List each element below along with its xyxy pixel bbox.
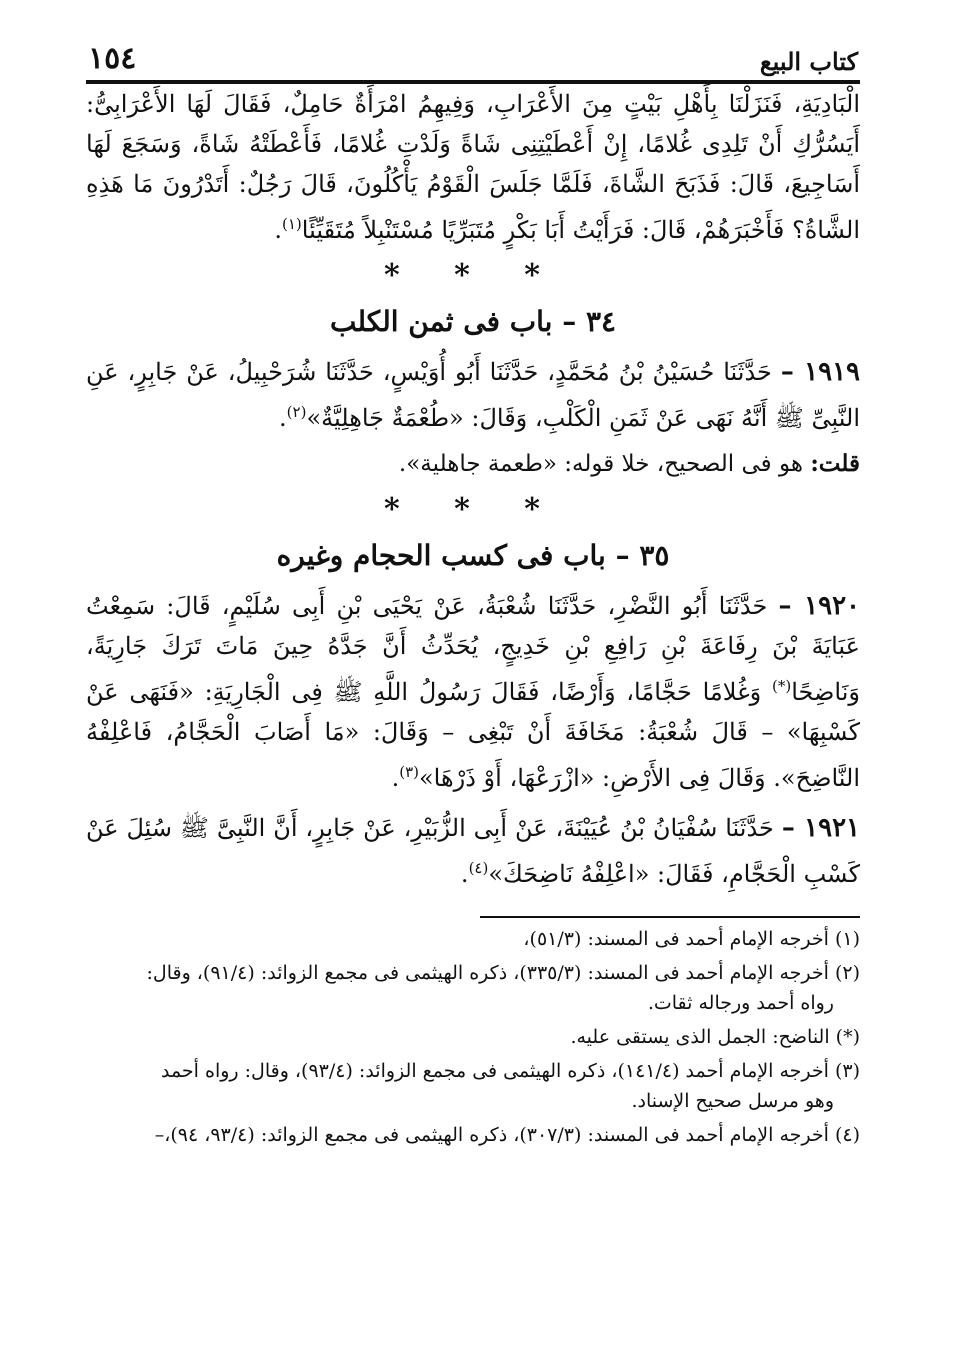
footnote-2	[86, 958, 860, 1018]
footnote-ref-3: (٣)	[399, 763, 419, 781]
section-title-34: ٣٤ – باب فى ثمن الكلب	[329, 305, 617, 338]
footnote-continuation: وهو مرسل صحيح الإسناد.	[631, 1090, 834, 1112]
hadith-number-1919: ١٩١٩ –	[780, 357, 861, 387]
footnote-3	[86, 1056, 860, 1116]
footnote-ref-1: (١)	[281, 215, 302, 233]
footnote-text: (٢) أخرجه الإمام أحمد فى المسند: (٣٣٥/٣)، ذكره الهيثمى فى مجمع الزوائد: (٩١/٤)، وقال:	[146, 962, 860, 984]
hadith-1921: ١٩٢١ – حَدَّثَنَا سُفْيَانُ بْنُ عُيَيْنَةَ، عَنْ أَبِى الزُّبَيْرِ، عَنْ جَابِرٍ، أَنَّ النَّبِىَّ ﷺ سُئِلَ عَنْ كَسْبِ الْحَجَّامِ، فَقَالَ: «اعْلِفْهُ نَاضِحَكَ»$^{(٤)}$.	[86, 813, 861, 888]
hadith-1919: ١٩١٩ – حَدَّثَنَا حُسَيْنُ بْنُ مُحَمَّدٍ، حَدَّثَنَا أَبُو أُوَيْسٍ، حَدَّثَنَا شُرَحْبِيلُ، عَنْ جَابِرٍ، عَنِ النَّبِىِّ ﷺ أَنَّهُ نَهَى عَنْ ثَمَنِ الْكَلْبِ، وَقَالَ: «طُعْمَةٌ جَاهِلِيَّةٌ»$^{(٢)}$.	[86, 357, 861, 432]
hadith-text-1920: حَدَّثَنَا أَبُو النَّضْرِ، حَدَّثَنَا شُعْبَةُ، عَنْ يَحْيَى بْنِ أَبِى سُلَيْمٍ، قَالَ: سَمِعْتُ عَبَايَةَ بْنَ رِفَاعَةَ بْنِ رَافِعِ بْنِ خَدِيجٍ، يُحَدِّثُ أَنَّ جَدَّهُ حِينَ مَاتَ تَرَكَ جَارِيَةً، وَنَاضِحًا	[86, 592, 860, 706]
note-text: هو فى الصحيح، خلا قوله: «طعمة جاهلية».	[398, 451, 803, 477]
book-title: كتاب البيع	[759, 47, 858, 76]
editor-note	[86, 444, 860, 484]
page-number: ١٥٤	[88, 41, 137, 76]
section-title-35: ٣٥ – باب فى كسب الحجام وغيره	[276, 539, 670, 572]
intro-text: الْبَادِيَةِ، فَنَزَلْنَا بِأَهْلِ بَيْتٍ مِنَ الأَعْرَابِ، وَفِيهِمُ امْرَأَةٌ حَامِلٌ، فَقَالَ لَهَا الأَعْرَابِىُّ: أَيَسُرُّكِ أَنْ تَلِدِى غُلامًا، إِنْ أَعْطَيْتِنِى شَاةً وَلَدْتِ غُلامًا، فَأَعْطَتْهُ شَاةً، وَسَجَعَ لَهَا أَسَاجِيعَ، قَالَ: فَذَبَحَ الشَّاةَ، فَلَمَّا جَلَسَ الْقَوْمُ يَأْكُلُونَ، قَالَ رَجُلٌ: أَتَدْرُونَ مَا هَذِهِ الشَّاةُ؟ فَأَخْبَرَهُمْ، قَالَ: فَرَأَيْتُ أَبَا بَكْرٍ مُتَبَرِّيًا مُسْتَنْبِلاً مُتَقَيِّئًا	[86, 90, 860, 244]
hadith-number-1921: ١٩٢١ –	[781, 813, 861, 843]
footnotes	[86, 924, 860, 1150]
hadith-text-1920-cont: وَغُلامًا حَجَّامًا، وَأَرْضًا، فَقَالَ رَسُولُ اللَّهِ ﷺ فِى الْجَارِيَةِ: «فَنَهَى عَنْ كَسْبِهَا» – قَالَ شُعْبَةُ: مَخَافَةَ أَنْ تَبْغِى – وَقَالَ: «مَا أَصَابَ الْحَجَّامُ، فَاعْلِفْهُ النَّاضِحَ». وَقَالَ فِى الأَرْضِ: «ازْرَعْهَا، أَوْ ذَرْهَا»	[86, 678, 860, 792]
footnote-ref-2: (٢)	[286, 403, 307, 421]
footnote-text: (١) أخرجه الإمام أحمد فى المسند: (٥١/٣)،	[523, 928, 860, 950]
separator-stars-2: * * *	[384, 492, 562, 527]
hadith-text-1919: حَدَّثَنَا حُسَيْنُ بْنُ مُحَمَّدٍ، حَدَّثَنَا أَبُو أُوَيْسٍ، حَدَّثَنَا شُرَحْبِيلُ، عَنْ جَابِرٍ، عَنِ النَّبِىِّ ﷺ أَنَّهُ نَهَى عَنْ ثَمَنِ الْكَلْبِ، وَقَالَ: «طُعْمَةٌ جَاهِلِيَّةٌ»	[86, 358, 860, 432]
footnote-1	[86, 924, 860, 954]
footnote-ref-4: (٤)	[468, 859, 489, 877]
hadith-text-1921: حَدَّثَنَا سُفْيَانُ بْنُ عُيَيْنَةَ، عَنْ أَبِى الزُّبَيْرِ، عَنْ جَابِرٍ، أَنَّ النَّبِىَّ ﷺ سُئِلَ عَنْ كَسْبِ الْحَجَّامِ، فَقَالَ: «اعْلِفْهُ نَاضِحَكَ»	[86, 814, 860, 888]
hadith-number-1920: ١٩٢٠ –	[778, 591, 860, 621]
hadith-1920: ١٩٢٠ – حَدَّثَنَا أَبُو النَّضْرِ، حَدَّثَنَا شُعْبَةُ، عَنْ يَحْيَى بْنِ أَبِى سُلَيْمٍ، قَالَ: سَمِعْتُ عَبَايَةَ بْنَ رِفَاعَةَ بْنِ رَافِعِ بْنِ خَدِيجٍ، يُحَدِّثُ أَنَّ جَدَّهُ حِينَ مَاتَ تَرَكَ جَارِيَةً، وَنَاضِحًا(*) وَغُلامًا حَجَّامًا، وَأَرْضًا، فَقَالَ رَسُولُ اللَّهِ ﷺ فِى الْجَارِيَةِ: «فَنَهَى عَنْ كَسْبِهَا» – قَالَ شُعْبَةُ: مَخَافَةَ أَنْ تَبْغِى – وَقَالَ: «مَا أَصَابَ الْحَجَّامُ، فَاعْلِفْهُ النَّاضِحَ». وَقَالَ فِى الأَرْضِ: «ازْرَعْهَا، أَوْ ذَرْهَا»$^{(٣)}$.	[86, 591, 860, 792]
footnote-text: (٣) أخرجه الإمام أحمد (١٤١/٤)، ذكره الهيثمى فى مجمع الزوائد: (٩٣/٤)، وقال: رواه أحمد	[160, 1060, 860, 1082]
footnote-ref-star: (*)	[772, 677, 792, 695]
separator-stars: * * *	[384, 258, 562, 293]
footnote-continuation: رواه أحمد ورجاله ثقات.	[647, 992, 834, 1014]
book-page	[86, 36, 860, 1345]
footnote-rule	[480, 916, 860, 918]
note-label: قلت:	[810, 450, 860, 477]
footnote-4	[86, 1120, 860, 1150]
footnote-text: (*) الناضح: الجمل الذى يستقى عليه.	[570, 1026, 860, 1048]
page-header	[86, 36, 860, 76]
intro-paragraph: الْبَادِيَةِ، فَنَزَلْنَا بِأَهْلِ بَيْتٍ مِنَ الأَعْرَابِ، وَفِيهِمُ امْرَأَةٌ حَامِلٌ، فَقَالَ لَهَا الأَعْرَابِىُّ: أَيَسُرُّكِ أَنْ تَلِدِى غُلامًا، إِنْ أَعْطَيْتِنِى شَاةً وَلَدْتِ غُلامًا، فَأَعْطَتْهُ شَاةً، وَسَجَعَ لَهَا أَسَاجِيعَ، قَالَ: فَذَبَحَ الشَّاةَ، فَلَمَّا جَلَسَ الْقَوْمُ يَأْكُلُونَ، قَالَ رَجُلٌ: أَتَدْرُونَ مَا هَذِهِ الشَّاةُ؟ فَأَخْبَرَهُمْ، قَالَ: فَرَأَيْتُ أَبَا بَكْرٍ مُتَبَرِّيًا مُسْتَنْبِلاً مُتَقَيِّئًا$^{(١)}$.	[86, 90, 860, 244]
footnote-star	[86, 1022, 860, 1052]
footnote-text: (٤) أخرجه الإمام أحمد فى المسند: (٣٠٧/٣)، ذكره الهيثمى فى مجمع الزوائد: (٩٣/٤، ٩٤)،–	[154, 1124, 860, 1146]
